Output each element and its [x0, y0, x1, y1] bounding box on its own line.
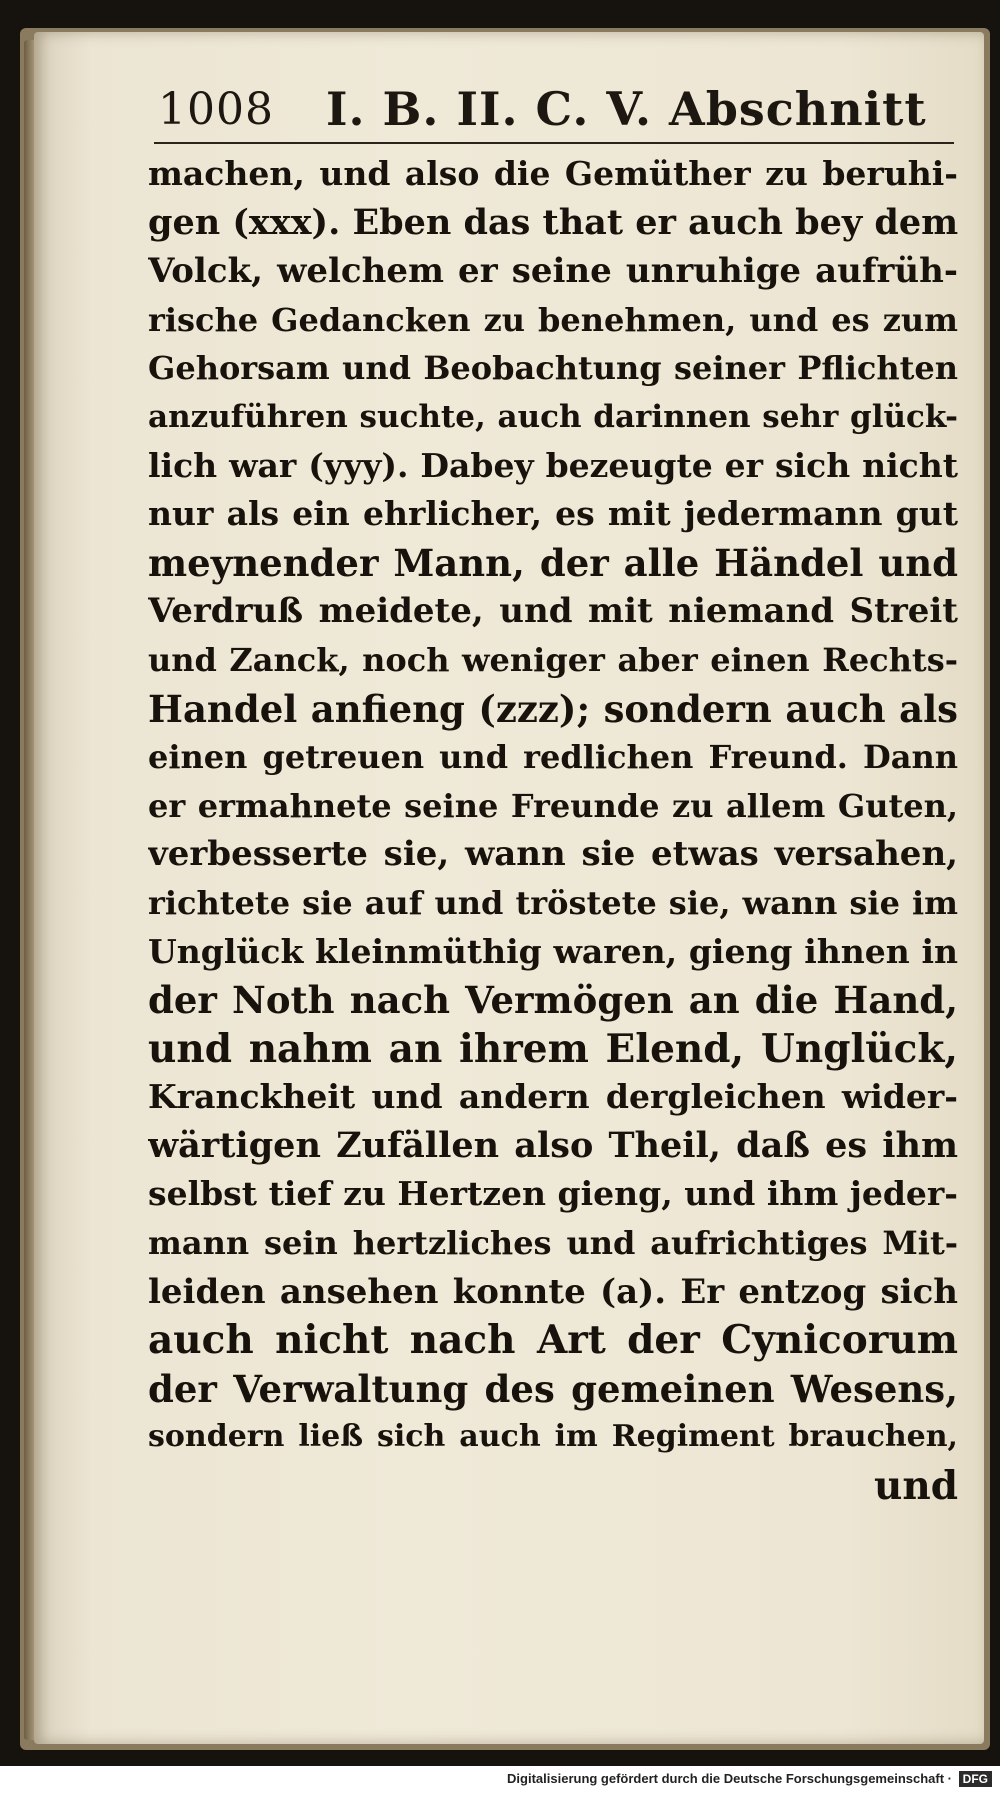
text-line: einen getreuen und redlichen Freund. Dann	[148, 738, 958, 777]
dfg-logo: DFG	[959, 1771, 992, 1787]
text-line: Gehorsam und Beobachtung seiner Pflichten	[148, 349, 958, 388]
catchword: und	[874, 1463, 958, 1510]
text-line: Handel anfieng (zzz); sondern auch als	[148, 686, 958, 731]
funding-credit: Digitalisierung gefördert durch die Deutsche Forschungsgemeinschaft ·	[507, 1771, 952, 1786]
text-line: gen (xxx). Eben das that er auch bey dem	[148, 201, 958, 243]
text-line: selbst tief zu Hertzen gieng, und ihm jeder-	[148, 1174, 958, 1214]
text-line: leiden ansehen konnte (a). Er entzog sich	[148, 1271, 958, 1312]
text-line: lich war (yyy). Dabey bezeugte er sich nicht	[148, 445, 958, 485]
text-line: meynender Mann, der alle Händel und	[148, 540, 958, 585]
text-line: mann sein hertzliches und aufrichtiges Mit-	[148, 1224, 958, 1263]
page-number: 1008	[158, 84, 274, 135]
text-line: der Verwaltung des gemeinen Wesens,	[148, 1366, 958, 1411]
text-line: Kranckheit und andern dergleichen wider-	[148, 1077, 958, 1117]
text-line: der Noth nach Vermögen an die Hand,	[148, 978, 958, 1023]
text-line: und Zanck, noch weniger aber einen Rechts-	[148, 640, 958, 679]
text-line: richtete sie auf und tröstete sie, wann sie im	[148, 883, 958, 922]
text-line: Verdruß meidete, und mit niemand Streit	[148, 591, 958, 632]
text-line: anzuführen suchte, auch darinnen sehr glück-	[148, 398, 958, 435]
text-line: rische Gedancken zu benehmen, und es zum	[148, 300, 958, 339]
text-line: verbesserte sie, wann sie etwas versahen,	[148, 834, 958, 875]
text-line: Unglück kleinmüthig waren, gieng ihnen in	[148, 931, 958, 971]
header-rule	[154, 142, 954, 144]
page-header	[158, 78, 958, 150]
text-line: wärtigen Zufällen also Theil, daß es ihm	[148, 1124, 958, 1166]
running-head: I. B. II. C. V. Abschnitt	[326, 82, 927, 136]
text-line: auch nicht nach Art der Cynicorum	[148, 1317, 958, 1364]
text-line: machen, und also die Gemüther zu beruhi-	[148, 154, 958, 193]
body-text	[148, 150, 958, 1511]
text-line: nur als ein ehrlicher, es mit jedermann gut	[148, 494, 958, 534]
text-line: sondern ließ sich auch im Regiment brauchen,	[148, 1419, 958, 1455]
digitization-footer	[0, 1766, 1000, 1795]
text-line: er ermahnete seine Freunde zu allem Guten,	[148, 786, 958, 825]
text-line: Volck, welchem er seine unruhige aufrüh-	[148, 251, 958, 292]
text-line: und nahm an ihrem Elend, Unglück,	[148, 1025, 958, 1072]
